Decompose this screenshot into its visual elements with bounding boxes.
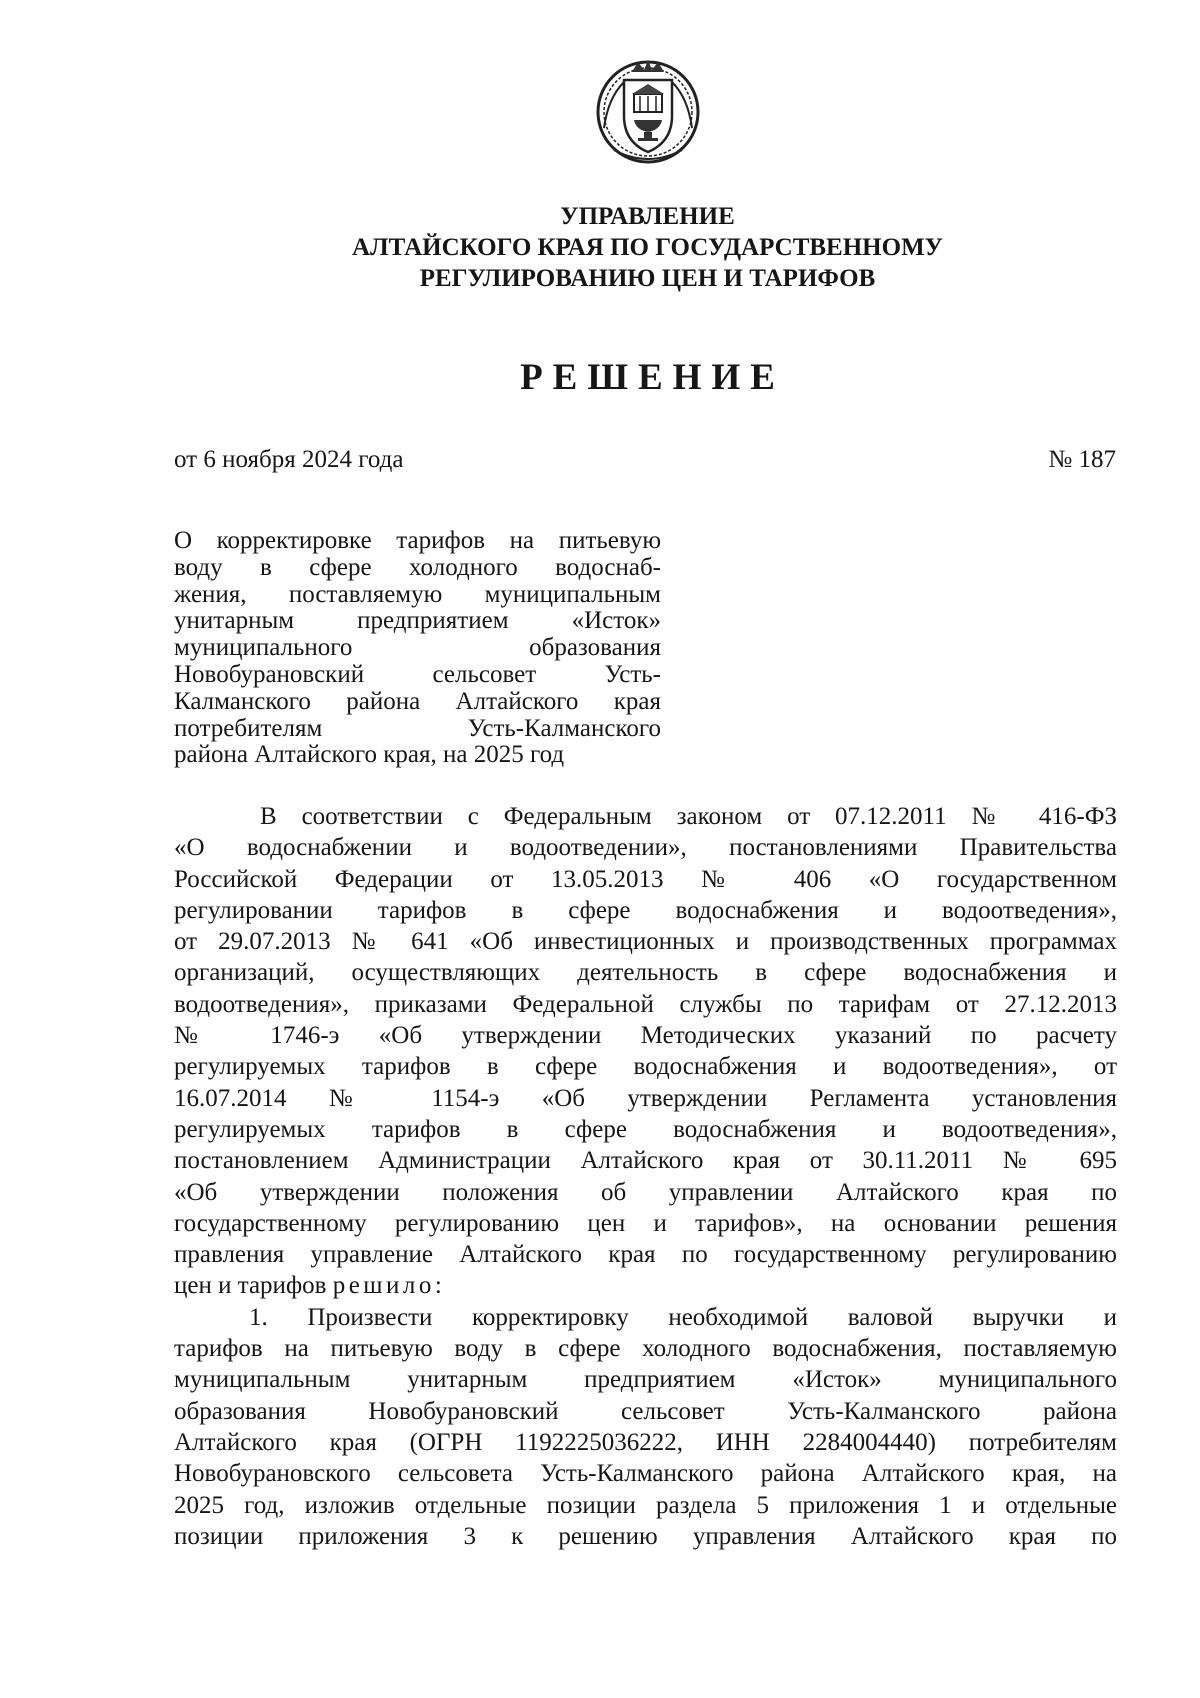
agency-title-line-1: УПРАВЛЕНИЕ [560,203,735,230]
item-1-line: муниципальным унитарным предприятием «Исток» муниципального [174,1366,1117,1394]
subject-line: унитарным предприятием «Исток» [174,607,661,635]
preamble-line: регулируемых тарифов в сфере водоснабжения и водоотведения», [174,1115,1117,1143]
subject-line: муниципального образования [174,634,661,662]
item-1-line: тарифов на питьевую воду в сфере холодного водоснабжения, поставляемую [174,1335,1117,1363]
subject-line: жения, поставляемую муниципальным [174,580,661,608]
subject-line: О корректировке тарифов на питьевую [174,527,661,554]
item-1-line: 1. Произвести корректировку необходимой валовой выручки и [249,1303,1117,1331]
preamble-line: водоотведения», приказами Федеральной службы по тарифам от 27.12.2013 [174,990,1117,1018]
preamble-line: «О водоснабжении и водоотведении», постановлениями Правительства [174,834,1117,862]
subject-line: района Алтайского края, на 2025 год [174,741,565,769]
agency-title-line-2: АЛТАЙСКОГО КРАЯ ПО ГОСУДАРСТВЕННОМУ [351,234,944,261]
document-number: № 187 [1048,446,1116,473]
preamble-line: постановлением Администрации Алтайского края от 30.11.2011 № 695 [174,1147,1117,1175]
document-type-heading: РЕШЕНИЕ [520,357,785,398]
item-1-line: образования Новобурановский сельсовет Усть-Калманского района [174,1397,1117,1425]
item-1-line: 2025 год, изложив отдельные позиции раздела 5 приложения 1 и отдельные [174,1491,1117,1519]
preamble-line: государственному регулированию цен и тарифов», на основании решения [174,1209,1117,1237]
subject-line: воду в сфере холодного водоснаб- [174,553,661,581]
preamble-line: организаций, осуществляющих деятельность в сфере водоснабжения и [174,959,1117,987]
item-1-line: Алтайского края (ОГРН 1192225036222, ИНН 2284004440) потребителям [174,1428,1117,1456]
agency-title [160,201,1135,294]
preamble-line: правления управление Алтайского края по государственному регулированию [174,1241,1117,1269]
decided-word: решило: [332,1272,446,1300]
document-subject [174,528,661,769]
coat-of-arms-icon [594,58,702,166]
subject-line: Новобурановский сельсовет Усть- [174,660,661,688]
preamble-final-line [174,1270,1117,1301]
item-1-line: позиции приложения 3 к решению управления Алтайского края по [174,1522,1117,1550]
subject-line: Калманского района Алтайского края [174,687,661,715]
preamble-line: от 29.07.2013 № 641 «Об инвестиционных и производственных программах [174,928,1117,956]
preamble-line: регулировании тарифов в сфере водоснабжения и водоотведения», [174,896,1117,924]
preamble-line: Российской Федерации от 13.05.2013 № 406 «О государственном [174,865,1117,893]
preamble-line: «Об утверждении положения об управлении Алтайского края по [174,1178,1117,1206]
preamble-line: В соответствии с Федеральным законом от 07.12.2011 № 416-ФЗ [260,803,1117,830]
preamble-line: 16.07.2014 № 1154-э «Об утверждении Регламента установления [174,1084,1117,1112]
document-date: от 6 ноября 2024 года [174,446,404,473]
preamble-line: № 1746-э «Об утверждении Методических указаний по расчету [174,1022,1117,1050]
preamble-end-text: цен и тарифов [174,1272,327,1300]
subject-line: потребителям Усть-Калманского [174,714,661,742]
agency-title-line-3: РЕГУЛИРОВАНИЮ ЦЕН И ТАРИФОВ [419,265,876,292]
item-1-line: Новобурановского сельсовета Усть-Калманского района Алтайского края, на [174,1460,1117,1488]
preamble-line: регулируемых тарифов в сфере водоснабжения и водоотведения», от [174,1053,1117,1081]
document-body [174,801,1117,1552]
